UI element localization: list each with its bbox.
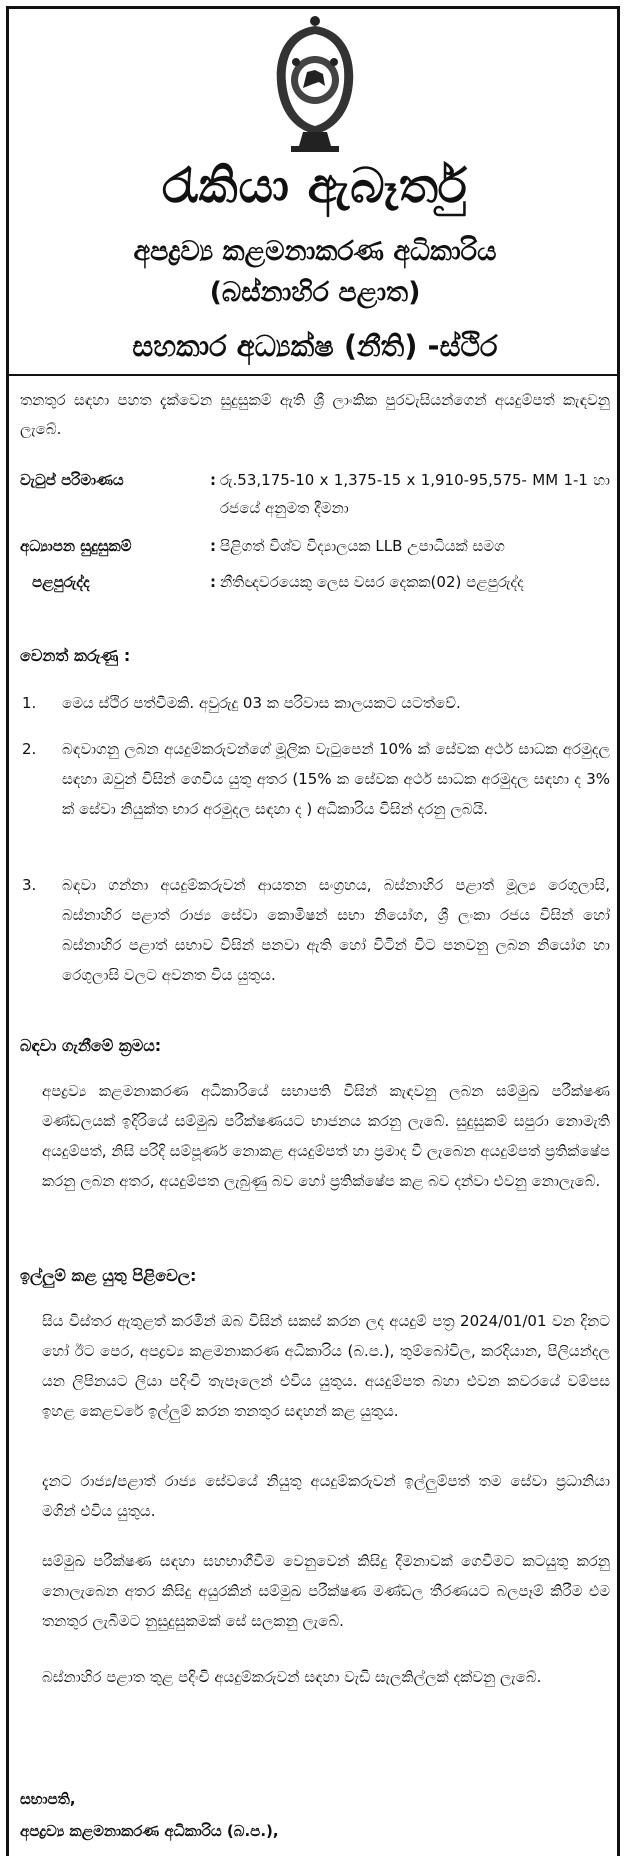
- application-heading: ඉල්ලුම් කළ යුතු පිළිවෙල:: [20, 1266, 197, 1285]
- signature-org: අපද්‍රව්‍ය කළමනාකරණ අධිකාරිය (බ.ප.),: [20, 1822, 279, 1840]
- recruitment-text: අපද්‍රව්‍ය කළමනාකරණ අධිකාරියේ සභාපති විසින් කැඳවනු ලබන සම්මුඛ පරීක්ෂණ මණ්ඩලයක් ඉදිරියේ සම්මුඛ පරීක්ෂණයට භාජනය කරනු ලැබේ. සුදුසුකම් සපුරා නොමැති අයදුම්පත්, නිසි පරිදි සම්පූර්ණ නොකළ අයදුම්පත් හා ප්‍රමාද වී ලැබෙන අයදුම්පත් ප්‍රතික්ෂේප කරනු ලබන අතර, අයදුම්පත ලැබුණු බව හෝ ප්‍රතික්ෂේප කළ බව දන්වා එවනු නොලැබේ.: [42, 1082, 610, 1190]
- application-paragraph: සම්මුඛ පරීක්ෂණ සඳහා සහභාගීවීම වෙනුවෙන් කිසිදු දීමනාවක් ගෙවීමට කටයුතු කරනු නොලැබෙන අතර කිසිදු අයුරකින් සම්මුඛ පරීක්ෂණ මණ්ඩල තීරණයට බලපෑම් කිරීම එම තනතුර ලැබීමට නුසුදුසුකමක් සේ සලකනු ලැබේ.: [42, 1552, 610, 1630]
- org-name: අපද්‍රව්‍ය කළමනාකරණ අධිකාරිය: [133, 236, 497, 267]
- divider: [9, 374, 617, 376]
- item-number: 2.: [22, 740, 37, 758]
- application-paragraph: සිය විස්තර ඇතුළත් කරමින් ඔබ විසින් සකස් කරන ලද අයදුම් පත්‍ර 2024/01/01 වන දිනට හෝ ඊට පෙර, අපද්‍රව්‍ය කළමනාකරණ අධිකාරිය (බ.ප.), තුම්බෝවිල, කරදියාන, පිලියන්දල යන ලිපිනයට ලියා පදිංචි තැපෑලෙන් එවිය යුතුය. අයදුම්පත බහා එවන කවරයේ වම්පස ඉහළ කෙළවරේ ඉල්ලුම් කරන තනතුර සඳහන් කළ යුතුය.: [42, 1312, 610, 1420]
- colon: :: [210, 537, 216, 555]
- recruitment-heading: බඳවා ගැනීමේ ක්‍රමය:: [20, 1036, 162, 1055]
- experience-value: නීතිඥවරයෙකු ලෙස වසර දෙකක(02) පළපුරුද්ද: [220, 573, 524, 591]
- salary-value: රු.53,175-10 x 1,375-15 x 1,910-95,575- MM 1-1 හා රජයේ අනුමත දීමනා: [220, 471, 610, 517]
- post-title: සහකාර අධ්‍යක්ෂ (නීති) -ස්ථිර: [132, 329, 498, 363]
- item-text: මෙය ස්ථිර පත්වීමකි. අවුරුදු 03 ක පරිවාස කාලයකට යටත්වේ.: [62, 694, 461, 712]
- experience-label: පළපුරුද්ද: [32, 573, 90, 591]
- org-province: (බස්නාහිර පළාත): [209, 277, 421, 308]
- sri-lanka-emblem-icon: [265, 12, 365, 154]
- other-terms-heading: වෙනත් කරුණු :: [20, 646, 131, 665]
- item-text: බඳවා ගන්නා අයදුම්කරුවන් ආයතන සංග්‍රහය, බස්නාහිර පළාත් මූල්‍ය රෙගුලාසි, බස්නාහිර පළාත් රාජ්‍ය සේවා කොමිෂන් සභා නියෝග, ශ්‍රී ලංකා රජය විසින් හෝ බස්නාහිර පළාත් සභාව විසින් පනවා ඇති හෝ විටින් විට පනවනු ලබන නියෝග හා රෙගුලාසි වලට අවනත විය යුතුය.: [62, 876, 610, 984]
- signature-title: සභාපති,: [20, 1790, 76, 1808]
- application-paragraph: දැනට රාජ්‍ය/පළාත් රාජ්‍ය සේවයේ නියුතු අයදුම්කරුවන් ඉල්ලුම්පත් තම සේවා ප්‍රධානියා මගින් එවිය යුතුය.: [42, 1472, 610, 1520]
- application-paragraph: බස්නාහිර පළාත තුළ පදිංචි අයදුම්කරුවන් සඳහා වැඩි සැලකිල්ලක් දක්වනු ලැබේ.: [42, 1668, 542, 1686]
- item-number: 3.: [22, 876, 37, 894]
- education-label: අධ්‍යාපන සුදුසුකම්: [20, 537, 132, 555]
- education-value: පිළිගත් විශ්ව විද්‍යාලයක LLB උපාධියක් සමග: [220, 537, 505, 555]
- item-number: 1.: [22, 694, 37, 712]
- colon: :: [210, 471, 216, 489]
- salary-label: වැටුප් පරිමාණය: [20, 471, 124, 489]
- item-text: බඳවාගනු ලබන අයදුම්කරුවන්ගේ මූලික වැටුපෙන් 10% ක් සේවක අර්ථ සාධක අරමුදල සඳහා ඔවුන් විසින් ගෙවිය යුතු අතර (15% ක සේවක අර්ථ සාධක අරමුදල සඳහා ද 3% ක් සේවා නියුක්ත භාර අරමුදල සඳහා ද ) අධිකාරිය විසින් දරනු ලබයි.: [62, 740, 610, 818]
- page-title: රැකියා ඇබෑර්තු: [162, 158, 468, 214]
- intro-text: තනතුර සඳහා පහත දැක්වෙන සුදුසුකම් ඇති ශ්‍රී ලාංකික පුරවැසියන්ගෙන් අයදුම්පත් කැඳවනු ලැබේ.: [20, 391, 610, 438]
- colon: :: [210, 573, 216, 591]
